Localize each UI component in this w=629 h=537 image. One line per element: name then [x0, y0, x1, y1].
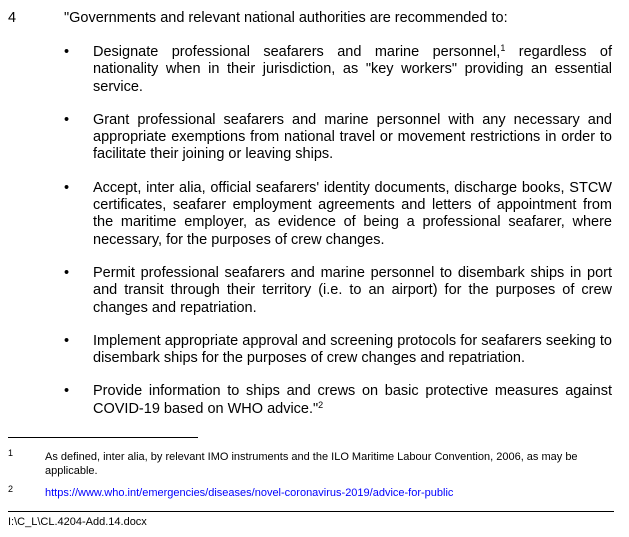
- bullet-item-6: [64, 383, 612, 418]
- paragraph-intro: "Governments and relevant national authorities are recommended to:: [64, 10, 508, 26]
- bullet-item-3: [64, 180, 612, 249]
- bullet-item-5: [64, 333, 612, 368]
- bullet-icon: •: [64, 44, 70, 60]
- bullet-text-continued: regardless of nationality when in their jurisdiction, as "key workers" providing an essential service.: [93, 44, 612, 95]
- footnote-number: 1: [8, 448, 14, 458]
- footnote-ref-2[interactable]: 2: [318, 399, 324, 410]
- bullet-icon: •: [64, 264, 70, 281]
- bullet-icon: •: [64, 383, 70, 400]
- bullet-item-2: [64, 112, 612, 164]
- bullet-text: Grant professional seafarers and marine personnel with any necessary and appropriate exemptions from national travel or movement restrictions in order to facilitate their joining or leaving ships.: [93, 111, 612, 163]
- paragraph-number: 4: [8, 10, 17, 26]
- bullet-icon: •: [64, 111, 70, 128]
- footer-separator: [8, 511, 614, 512]
- who-advice-link[interactable]: https://www.who.int/emergencies/diseases/novel-coronavirus-2019/advice-for-public: [45, 487, 454, 499]
- footnote-separator: [8, 437, 198, 438]
- bullet-text: Provide information to ships and crews on basic protective measures against COVID-19 based on WHO advice.": [93, 383, 612, 417]
- footnote-text: As defined, inter alia, by relevant IMO instruments and the ILO Maritime Labour Convention, 2006, as may be applicable.: [45, 451, 578, 477]
- recommendation-list: [64, 44, 612, 434]
- bullet-text: Permit professional seafarers and marine personnel to disembark ships in port and transit through their territory (i.e. to an airport) for the purposes of crew changes and repatriation.: [93, 264, 612, 316]
- footnote-link-wrapper: [45, 486, 614, 500]
- footnote-number: 2: [8, 484, 14, 494]
- bullet-icon: •: [64, 179, 70, 196]
- document-filename: I:\C_L\CL.4204-Add.14.docx: [8, 516, 147, 528]
- bullet-item-4: [64, 265, 612, 317]
- bullet-item-1: [64, 44, 612, 96]
- bullet-icon: •: [64, 332, 70, 349]
- bullet-text: Implement appropriate approval and screening protocols for seafarers seeking to disembark ships for the purposes of crew changes and repatriation.: [93, 332, 612, 367]
- bullet-text: Designate professional seafarers and marine personnel,: [93, 44, 501, 60]
- bullet-text: Accept, inter alia, official seafarers' identity documents, discharge books, STCW certificates, seafarer employment agreements and letters of appointment from the maritime employer, as evidence of being a professional seafarer, where necessary, for the purposes of crew changes.: [93, 179, 612, 248]
- footnote-ref-1[interactable]: 1: [500, 43, 506, 53]
